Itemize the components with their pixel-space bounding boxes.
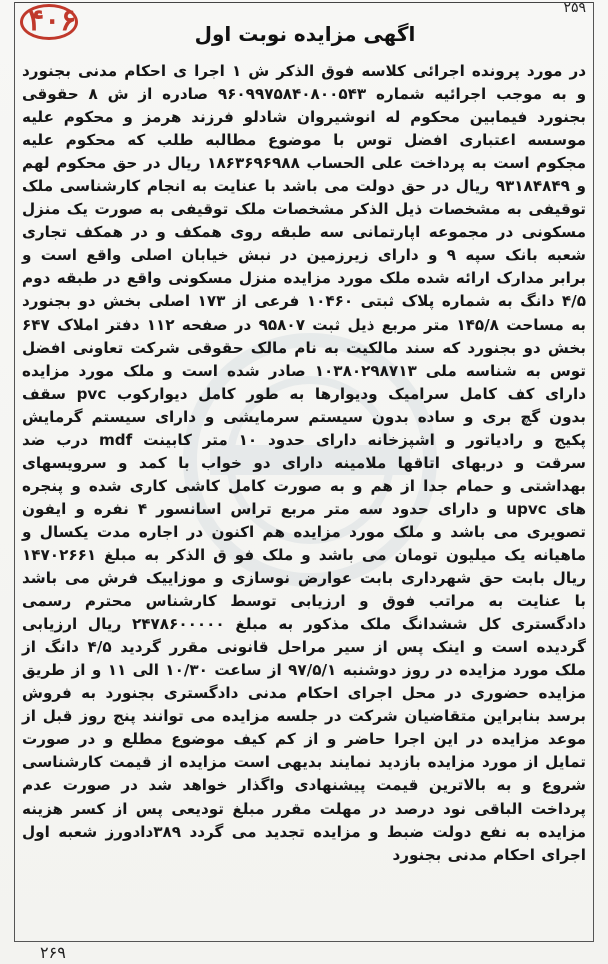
corner-number: ۲۵۹: [563, 0, 586, 16]
frame-top-rule: [14, 2, 594, 3]
ad-signature: ۳۸۹دادورز شعبه اول اجرای احکام مدنی بجنورد: [22, 822, 586, 864]
page-number: ۲۶۹: [40, 943, 66, 962]
handwritten-number: ۴۰۶: [28, 3, 77, 38]
ad-title: اگهی مزایده نوبت اول: [194, 22, 416, 46]
frame-bottom-rule: [14, 941, 594, 942]
frame-right-rule: [593, 2, 594, 942]
frame-left-rule: [14, 2, 15, 942]
ad-body-text: در مورد پرونده اجرائی کلاسه فوق الذکر ش ۱ اجرا ی احکام مدنی بجنورد و به موجب اجرائیه شماره ۹۶۰۹۹۷۵۸۴۰۸۰۰۵۴۳ صادره از ش ۸ حقوقی بجنورد فیمابین محکوم له انوشیروان شادلو فرزند هرمز و محکوم علیه موسسه اعتباری افضل توس با موضوع مطالبه طلب که محکوم علیه مجکوم است به پرداخت علی الحساب ۱۸۶۳۶۹۶۹۸۸ ریال در حق محکوم لهم و ۹۳۱۸۴۸۴۹ ریال در حق دولت می باشد با عنایت به انجام کارشناسی ملک توقیفی به مشخصات ذیل الذکر مشخصات ملک توقیفی به صورت یک منزل مسکونی در مجموعه اپارتمانی سه طبقه روی همکف و در همکف تجاری شعبه بانک سپه ۹ و دارای زیرزمین در نبش خیابان اصلی واقع است و برابر مدارک ارائه شده ملک مورد مزایده منزل مسکونی واقع در طبقه دوم ۴/۵ دانگ به شماره پلاک ثبتی ۱۰۴۶۰ فرعی از ۱۷۳ اصلی بخش دو بجنورد به مساحت ۱۴۵/۸ متر مربع ذیل ثبت ۹۵۸۰۷ در صفحه ۱۱۲ دفتر املاک ۶۴۷ بخش دو بجنورد که سند مالکیت به نام مالک حقوقی شرکت تعاونی افضل توس به شناسه ملی ۱۰۳۸۰۲۹۸۷۱۳ صادر شده است و ملک مورد مزایده دارای کف کامل سرامیک ودیوارها به طور کامل دیوارکوب pvc سقف بدون گچ بری و ساده بدون سیستم سرمایشی و دارای سیستم گرمایش پکیج و رادیاتور و اشپزخانه دارای حدود ۱۰ متر کابینت mdf درب ضد سرقت و دربهای اتاقها ملامینه دارای دو خواب با کمد و سرویسهای بهداشتی و حمام جدا از هم و به صورت کامل کاشی کاری شده و پنجره های upvc و دارای حدود سه متر مربع تراس اسانسور ۴ نفره و ایفون تصویری می باشد و ملک مورد مزایده هم اکنون در اجاره مدت یکسال و ماهیانه یک میلیون تومان می باشد و ملک فو ق الذکر به مبلغ ۱۴۷۰۲۶۶۱ ریال بابت حق شهرداری بابت عوارض نوسازی و موزاییک فرش می باشد با عنایت به مراتب فوق و ارزیابی توسط کارشناس محترم رسمی دادگستری کل ششدانگ ملک مذکور به مبلغ ۲۴۷۸۶۰۰۰۰۰ ریال ارزیابی گردیده است و اینک پس از سیر مراحل قانونی مقرر گردید ۴/۵ دانگ از ملک مورد مزایده در روز دوشنبه ۹۷/۵/۱ از ساعت ۱۰/۳۰ الی ۱۱ و از طریق مزایده حضوری در محل اجرای احکام مدنی دادگستری بجنورد به فروش برسد بنابراین متقاضیان شرکت در جلسه مزایده می توانند پنج روز قبل از موعد مزایده در این اجرا حاضر و از کم کیف موضوع مطلع و در صورت تمایل از مورد مزایده بازدید نمایند بدیهی است مزایده از قیمت کارشناسی شروع و به بالاترین قیمت پیشنهادی واگذار خواهد شد در صورت عدم پرداخت الباقی نود درصد در مهلت مقرر مبلغ تودیعی پس از کسر هزینه مزایده به نفع دولت ضبط و مزایده تجدید می گردد: [22, 62, 587, 841]
ad-body: [22, 60, 586, 912]
